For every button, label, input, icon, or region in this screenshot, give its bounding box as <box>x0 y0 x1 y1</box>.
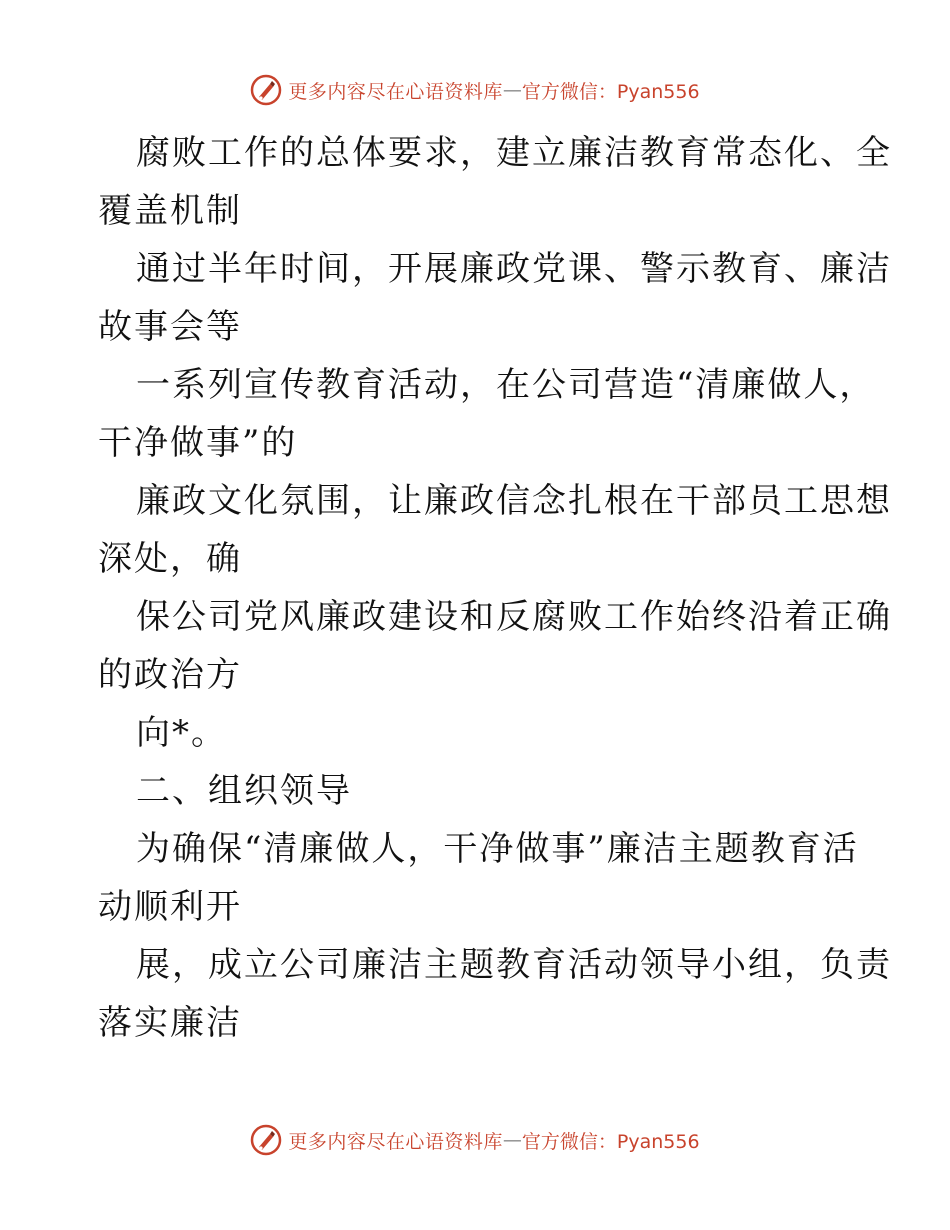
pen-logo-icon <box>250 1124 282 1156</box>
watermark-separator: — <box>502 1129 522 1151</box>
document-body <box>98 124 892 1052</box>
document-line: 故事会等 <box>98 307 242 347</box>
document-line: 的政治方 <box>98 655 242 695</box>
section-heading: 二、组织领导 <box>136 771 352 811</box>
document-line: 覆盖机制 <box>98 191 242 231</box>
document-line: 保公司党风廉政建设和反腐败工作始终沿着正确 <box>136 597 892 637</box>
document-line: 干净做事”的 <box>98 423 298 463</box>
footer-watermark <box>0 1120 950 1160</box>
header-watermark <box>0 70 950 110</box>
document-line: 展，成立公司廉洁主题教育活动领导小组，负责 <box>136 945 892 985</box>
watermark-wechat-text: 官方微信：Pyan556 <box>521 1130 700 1153</box>
document-line: 腐败工作的总体要求，建立廉洁教育常态化、全 <box>136 133 892 173</box>
document-line: 为确保“清廉做人，干净做事”廉洁主题教育活 <box>136 829 859 869</box>
document-line: 一系列宣传教育活动，在公司营造“清廉做人， <box>136 365 876 405</box>
document-line: 落实廉洁 <box>98 1003 242 1043</box>
watermark-site-text: 更多内容尽在心语资料库 <box>288 1130 503 1153</box>
document-line: 通过半年时间，开展廉政党课、警示教育、廉洁 <box>136 249 892 289</box>
watermark-wechat-text: 官方微信：Pyan556 <box>521 80 700 103</box>
document-line: 深处，确 <box>98 539 242 579</box>
watermark-separator: — <box>502 79 522 101</box>
document-line: 廉政文化氛围，让廉政信念扎根在干部员工思想 <box>136 481 892 521</box>
pen-logo-icon <box>250 74 282 106</box>
watermark-site-text: 更多内容尽在心语资料库 <box>288 80 503 103</box>
document-line: 向*。 <box>136 713 227 753</box>
document-line: 动顺利开 <box>98 887 242 927</box>
